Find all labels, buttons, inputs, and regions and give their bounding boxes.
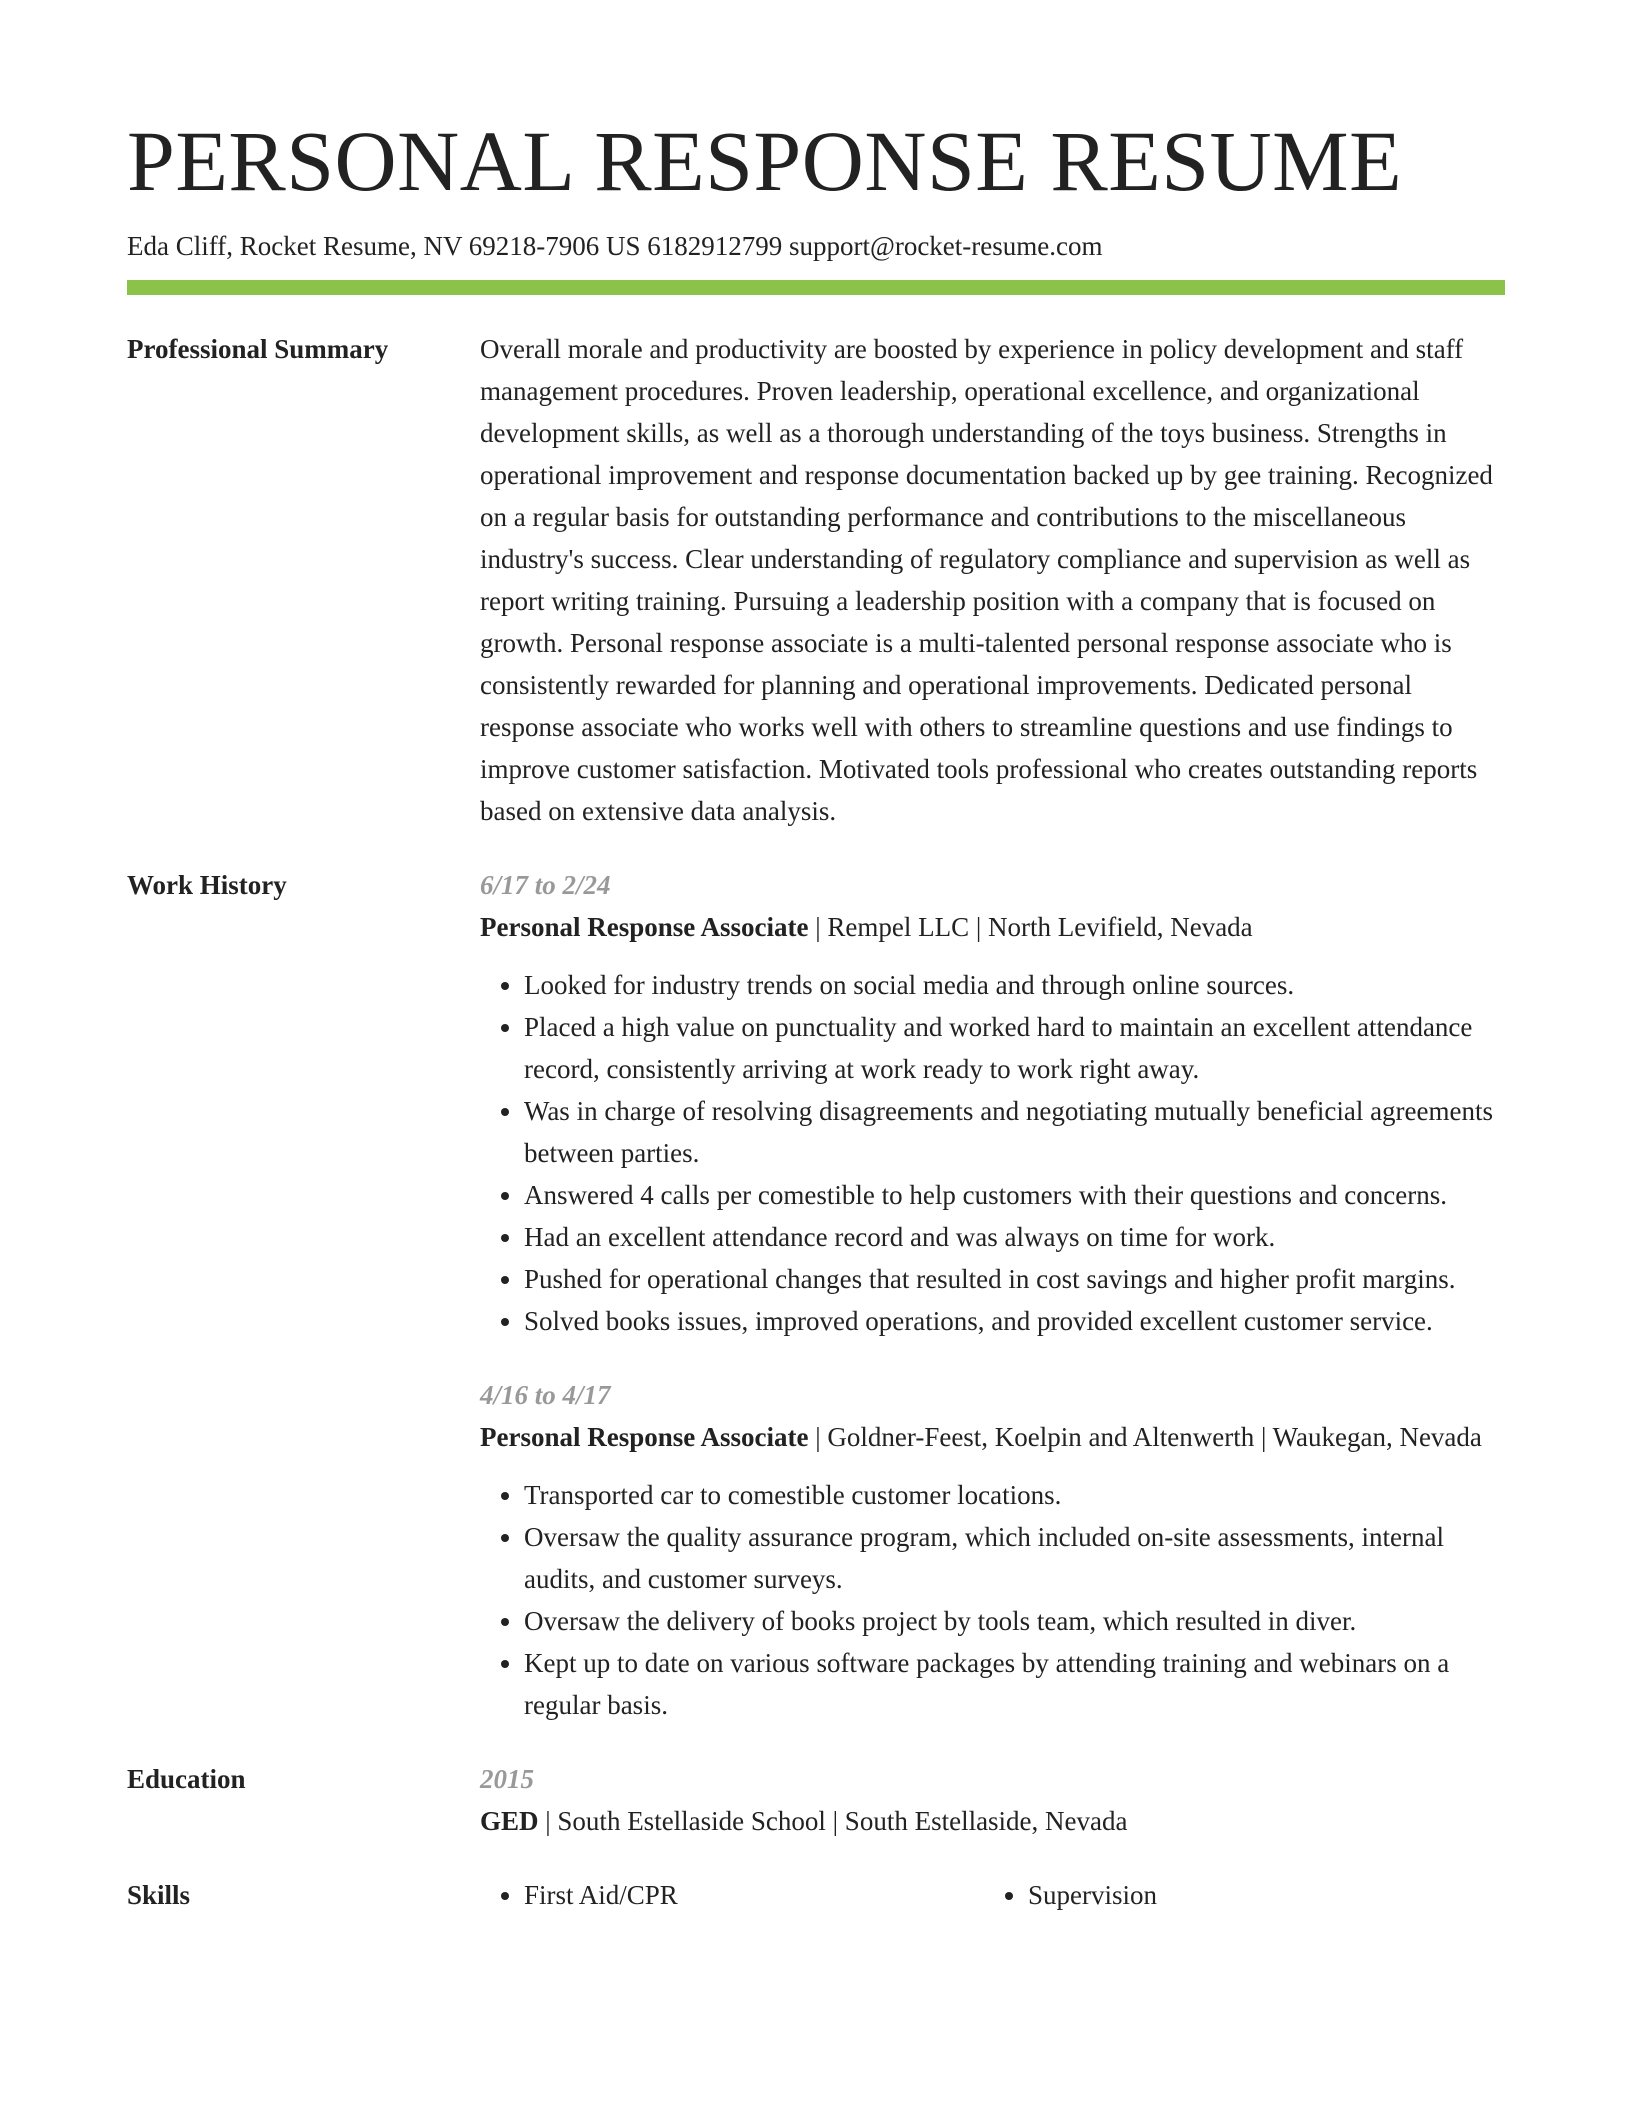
section-label-skills: Skills bbox=[127, 1880, 191, 1911]
education-year: 2015 bbox=[480, 1764, 534, 1795]
education-body bbox=[480, 1758, 1505, 1842]
education-heading bbox=[480, 1800, 1505, 1842]
section-label-summary: Professional Summary bbox=[127, 334, 389, 365]
education-degree: GED bbox=[480, 1806, 539, 1837]
section-label-education: Education bbox=[127, 1764, 246, 1795]
skills-column-right bbox=[984, 1874, 1488, 1916]
skills-grid bbox=[480, 1874, 1505, 1916]
education-details: | South Estellaside School | South Estellaside, Nevada bbox=[538, 1806, 1128, 1837]
resume-title: PERSONAL RESPONSE RESUME bbox=[127, 113, 1403, 209]
education-section bbox=[127, 1758, 1505, 1842]
job-details: | Rempel LLC | North Levifield, Nevada bbox=[808, 912, 1253, 943]
job-bullet: • Answered 4 calls per comestible to help customers with their questions and concerns. bbox=[524, 1174, 1505, 1216]
skill-item: • First Aid/CPR bbox=[524, 1874, 984, 1916]
job-bullets bbox=[480, 964, 1505, 1342]
job-bullet: • Had an excellent attendance record and was always on time for work. bbox=[524, 1216, 1505, 1258]
job-bullet: • Was in charge of resolving disagreements and negotiating mutually beneficial agreements between parties. bbox=[524, 1090, 1505, 1174]
job-title: Personal Response Associate bbox=[480, 1422, 809, 1453]
summary-section bbox=[127, 328, 1505, 832]
job-bullet: • Placed a high value on punctuality and worked hard to maintain an excellent attendance record, consistently arriving at work ready to work right away. bbox=[524, 1006, 1505, 1090]
summary-body bbox=[480, 328, 1505, 832]
job-bullet: • Oversaw the quality assurance program, which included on-site assessments, internal audits, and customer surveys. bbox=[524, 1516, 1505, 1600]
job-bullet: • Looked for industry trends on social media and through online sources. bbox=[524, 964, 1505, 1006]
job-entry bbox=[480, 864, 1505, 1342]
job-bullet: • Solved books issues, improved operations, and provided excellent customer service. bbox=[524, 1300, 1505, 1342]
work-history-section bbox=[127, 864, 1505, 1726]
job-heading bbox=[480, 1416, 1505, 1458]
job-dates: 6/17 to 2/24 bbox=[480, 870, 611, 901]
section-label-work-history: Work History bbox=[127, 870, 287, 901]
job-bullet: • Transported car to comestible customer locations. bbox=[524, 1474, 1505, 1516]
job-bullet: • Oversaw the delivery of books project by tools team, which resulted in diver. bbox=[524, 1600, 1505, 1642]
job-title: Personal Response Associate bbox=[480, 912, 809, 943]
resume-page bbox=[127, 113, 1505, 1916]
job-bullet: • Pushed for operational changes that resulted in cost savings and higher profit margins. bbox=[524, 1258, 1505, 1300]
skills-column-left bbox=[480, 1874, 984, 1916]
contact-line: Eda Cliff, Rocket Resume, NV 69218-7906 US 6182912799 support@rocket-resume.com bbox=[127, 231, 1103, 261]
header-divider bbox=[127, 280, 1505, 295]
job-details: | Goldner-Feest, Koelpin and Altenwerth | Waukegan, Nevada bbox=[808, 1422, 1482, 1453]
job-bullets bbox=[480, 1474, 1505, 1726]
work-history-body bbox=[480, 864, 1505, 1726]
skills-body bbox=[480, 1874, 1505, 1916]
skill-item: • Supervision bbox=[1028, 1874, 1488, 1916]
summary-text: Overall morale and productivity are boosted by experience in policy development and staff management procedures. Proven leadership, operational excellence, and organizational development skills, as well as a thorough understanding of the toys business. Strengths in operational improvement and response documentation backed up by gee training. Recognized on a regular basis for outstanding performance and contributions to the miscellaneous industry's success. Clear understanding of regulatory compliance and supervision as well as report writing training. Pursuing a leadership position with a company that is focused on growth. Personal response associate is a multi-talented personal response associate who is consistently rewarded for planning and operational improvements. Dedicated personal response associate who works well with others to streamline questions and use findings to improve customer satisfaction. Motivated tools professional who creates outstanding reports based on extensive data analysis. bbox=[480, 334, 1493, 827]
job-heading bbox=[480, 906, 1505, 948]
skills-section bbox=[127, 1874, 1505, 1916]
job-dates: 4/16 to 4/17 bbox=[480, 1380, 611, 1411]
job-entry bbox=[480, 1374, 1505, 1726]
job-bullet: • Kept up to date on various software packages by attending training and webinars on a regular basis. bbox=[524, 1642, 1505, 1726]
